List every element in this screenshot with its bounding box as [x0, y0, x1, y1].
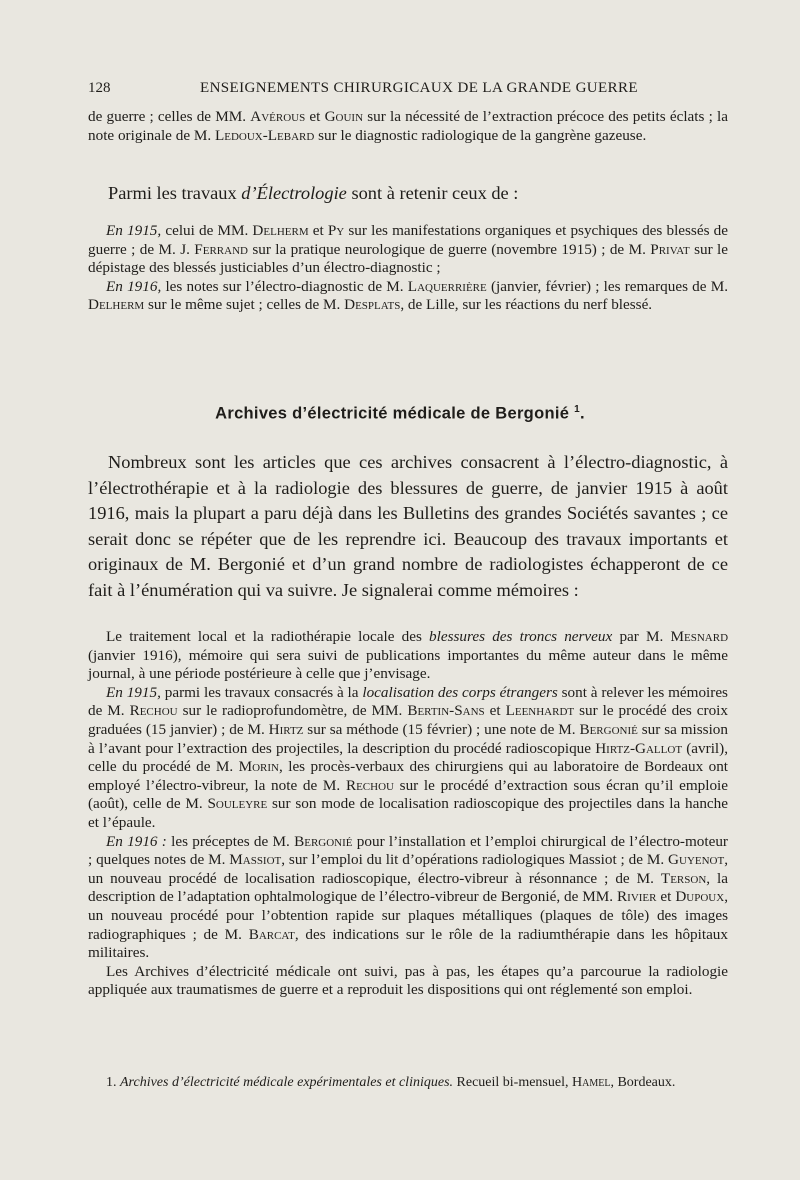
paragraph-continuation	[88, 108, 728, 145]
text: , Bordeaux.	[610, 1075, 676, 1090]
section-heading-text: Archives d’électricité médicale de Bergonié	[215, 404, 570, 423]
text: .	[579, 404, 585, 423]
text: sur le radioprofundomètre, de MM.	[177, 702, 408, 720]
paragraph-electrologie-intro	[88, 181, 728, 206]
text: sur sa méthode (15 février) ; une note de M.	[303, 720, 580, 738]
text: sur le même sujet ; celles de M.	[144, 296, 345, 314]
text: sur le procédé d’extraction sous écran qu’il emploie (août), celle de M.	[88, 776, 729, 813]
author-name: Bertin-Sans	[407, 702, 485, 720]
paragraph-list	[88, 628, 728, 1000]
text: , de Lille, sur les réactions du nerf blessé.	[400, 296, 653, 314]
text: , la description de l’adaptation ophtalmologique de l’électro-vibreur de Bergonié, de MM.	[88, 869, 729, 906]
text: sur son mode de localisation radioscopique des projectiles dans la hanche et l’épaule.	[88, 795, 729, 831]
author-name: Rechou	[345, 776, 394, 794]
publisher-name: Hamel	[571, 1075, 611, 1090]
text: et	[484, 702, 506, 720]
text: sur le procédé des croix graduées (15 janvier) ; de M.	[88, 702, 728, 738]
author-name: Rechou	[129, 702, 178, 720]
author-name: Laquerrière	[407, 277, 487, 295]
text: parmi les travaux consacrés à la	[160, 683, 363, 701]
text: sur la pratique neurologique de guerre (novembre 1915) ; de M.	[247, 240, 651, 258]
paragraph-electrologie-1915	[88, 222, 728, 315]
text: (avril), celle du procédé de M.	[88, 739, 728, 776]
author-name: Avérous	[250, 108, 306, 125]
paragraph-electrologie-1916	[88, 278, 728, 315]
author-name: Barcat	[248, 925, 295, 943]
author-name: Bergonié	[579, 720, 638, 738]
author-name: Py	[327, 222, 345, 239]
text: par M.	[612, 628, 671, 645]
text: , un nouveau procédé de localisation radioscopique, électro-vibreur à résonnance ; de M.	[88, 851, 729, 887]
italic-term: d’Électrologie	[241, 183, 347, 203]
paragraph-mesnard	[88, 628, 728, 684]
text: Recueil bi-mensuel,	[453, 1075, 572, 1090]
author-name: Guyenot	[668, 851, 725, 869]
author-name: Morin	[238, 758, 280, 776]
paragraph-archives-intro: Nombreux sont les articles que ces archives consacrent à l’électro-diagnostic, à l’électrothérapie et à la radiologie des blessures de guerre, de janvier 1915 à août 1916, mais la plupart a paru déjà dans les Bulletins des grandes Sociétés savantes ; ce serait donc se répéter que de les reprendre ici. Beaucoup des travaux importants et originaux de M. Bergonié et d’un grand nombre de radiologistes échapperont de ce fait à l’énumération qui va suivre. Je signalerai comme mémoires :	[88, 452, 728, 600]
section-heading	[0, 404, 800, 424]
text: , sur l’emploi du lit d’opérations radiologiques Massiot ; de M.	[281, 851, 669, 869]
year-label: En 1915,	[106, 222, 162, 239]
text: sur les manifestations organiques et psychiques des blessés de guerre ; de M. J.	[88, 222, 728, 258]
italic-term: localisation des corps étrangers	[362, 683, 558, 701]
text: Parmi les travaux	[108, 183, 242, 203]
italic-title: Archives d’électricité médicale expérimentales et cliniques.	[120, 1075, 454, 1090]
text: de guerre ; celles de MM.	[88, 108, 251, 125]
running-title: ENSEIGNEMENTS CHIRURGICAUX DE LA GRANDE GUERRE	[200, 80, 638, 96]
text: (janvier, février) ; les remarques de M.	[486, 277, 729, 295]
author-name: Hirtz-Gallot	[595, 739, 683, 757]
author-name: Terson	[660, 869, 707, 887]
footnote	[88, 1074, 728, 1091]
year-label: En 1915,	[106, 683, 161, 701]
author-name: Desplats	[344, 296, 401, 314]
text: les préceptes de M.	[166, 832, 295, 850]
text: sur la nécessité de l’extraction précoce des petits éclats ; la note originale de M.	[88, 108, 728, 144]
author-name: Ledoux-Lebard	[214, 126, 315, 144]
text: , les procès-verbaux des chirurgiens qui au laboratoire de Bordeaux ont employé l’électro-vibreur, la note de M.	[88, 758, 729, 794]
text: Le traitement local et la radiothérapie locale des	[106, 628, 430, 645]
author-name: Delherm	[88, 296, 145, 314]
italic-term: blessures des troncs nerveux	[429, 628, 613, 645]
text: (janvier 1916), mémoire qui sera suivi de publications importantes du même auteur dans le même journal, à une période postérieure à celle que j’envisage.	[88, 646, 728, 683]
author-name: Massiot	[229, 851, 282, 869]
author-name: Rivier	[617, 888, 657, 906]
text: sur le diagnostic radiologique de la gangrène gazeuse.	[314, 126, 647, 144]
footnote-ref[interactable]: 1	[574, 404, 580, 415]
author-name: Souleyre	[207, 795, 268, 813]
paragraph-1915-localisation	[88, 684, 728, 833]
footnote-number: 1.	[106, 1075, 120, 1090]
text: et	[308, 222, 328, 239]
year-label: En 1916 :	[106, 832, 167, 850]
author-name: Mesnard	[670, 628, 729, 645]
year-label: En 1916,	[106, 277, 162, 295]
author-name: Leenhardt	[505, 702, 575, 720]
author-name: Privat	[650, 240, 690, 258]
text: sont à relever les mémoires de M.	[88, 683, 728, 720]
author-name: Delherm	[252, 222, 309, 239]
text: sont à retenir ceux de :	[346, 183, 519, 203]
author-name: Bergonié	[294, 832, 353, 850]
paragraph-1916-preceptes	[88, 833, 728, 963]
text: , des indications sur le rôle de la radiumthérapie dans les hôpitaux militaires.	[88, 925, 728, 962]
text: , un nouveau procédé pour l’obtention rapide sur plaques métalliques (plaques de tôle) des images radiographiques ; de M.	[88, 888, 728, 943]
text: pour l’installation et l’emploi chirurgical de l’électro-moteur ; quelques notes de M.	[88, 832, 728, 869]
text: celui de MM.	[161, 222, 253, 239]
author-name: Ferrand	[194, 240, 248, 258]
page-number: 128	[88, 80, 111, 96]
text: et	[305, 108, 325, 125]
author-name: Hirtz	[268, 720, 304, 738]
author-name: Gouin	[324, 108, 364, 125]
text: sur le dépistage des blessés justiciables d’un électro-diagnostic ;	[88, 240, 728, 277]
text: les notes sur l’électro-diagnostic de M.	[161, 277, 408, 295]
author-name: Dupoux	[675, 888, 725, 906]
text: sur sa mission à l’avant pour l’extraction des projectiles, la description du procédé radioscopique	[88, 720, 728, 757]
text: et	[656, 888, 676, 906]
paragraph-conclusion: Les Archives d’électricité médicale ont suivi, pas à pas, les étapes qu’a parcourue la radiologie appliquée aux traumatismes de guerre et a reproduit les dispositions qui ont réglementé son emploi.	[88, 962, 728, 999]
